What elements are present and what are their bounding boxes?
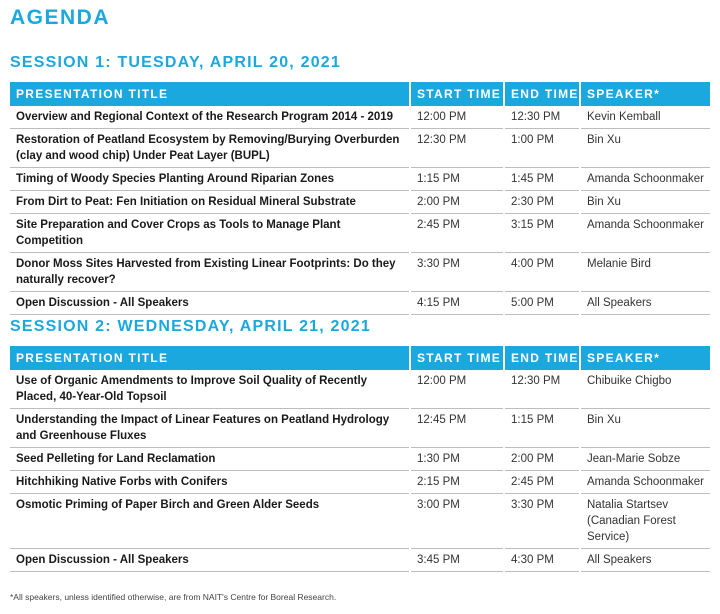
end-time-cell: 5:00 PM (504, 292, 580, 315)
table-row (10, 191, 710, 214)
footnote: *All speakers, unless identified otherwise, are from NAIT's Centre for Boreal Research. (10, 592, 337, 602)
speaker-cell: Natalia Startsev (Canadian Forest Service) (580, 494, 710, 549)
table-row (10, 106, 710, 129)
presentation-title-cell: Hitchhiking Native Forbs with Conifers (10, 471, 410, 494)
end-time-cell: 2:00 PM (504, 448, 580, 471)
column-header-title: PRESENTATION TITLE (10, 82, 410, 106)
start-time-cell: 12:30 PM (410, 129, 504, 168)
start-time-cell: 12:00 PM (410, 106, 504, 129)
presentation-title-cell: Donor Moss Sites Harvested from Existing Linear Footprints: Do they naturally recover? (10, 253, 410, 292)
table-header-row (10, 346, 710, 370)
start-time-cell: 3:45 PM (410, 549, 504, 572)
start-time-cell: 2:45 PM (410, 214, 504, 253)
end-time-cell: 1:00 PM (504, 129, 580, 168)
agenda-title: AGENDA (10, 6, 111, 29)
presentation-title-cell: Seed Pelleting for Land Reclamation (10, 448, 410, 471)
table-row (10, 549, 710, 572)
table-row (10, 168, 710, 191)
end-time-cell: 12:30 PM (504, 106, 580, 129)
table-row (10, 370, 710, 409)
start-time-cell: 2:00 PM (410, 191, 504, 214)
end-time-cell: 2:30 PM (504, 191, 580, 214)
start-time-cell: 4:15 PM (410, 292, 504, 315)
column-header-speaker: SPEAKER* (580, 82, 710, 106)
table-row (10, 494, 710, 549)
presentation-title-cell: Osmotic Priming of Paper Birch and Green Alder Seeds (10, 494, 410, 549)
table-header-row (10, 82, 710, 106)
speaker-cell: All Speakers (580, 549, 710, 572)
speaker-cell: Amanda Schoonmaker (580, 214, 710, 253)
end-time-cell: 4:30 PM (504, 549, 580, 572)
table-row (10, 448, 710, 471)
column-header-start-time: START TIME (410, 346, 504, 370)
speaker-cell: Jean-Marie Sobze (580, 448, 710, 471)
start-time-cell: 3:30 PM (410, 253, 504, 292)
end-time-cell: 12:30 PM (504, 370, 580, 409)
column-header-title: PRESENTATION TITLE (10, 346, 410, 370)
presentation-title-cell: From Dirt to Peat: Fen Initiation on Residual Mineral Substrate (10, 191, 410, 214)
start-time-cell: 1:30 PM (410, 448, 504, 471)
table-row (10, 253, 710, 292)
column-header-speaker: SPEAKER* (580, 346, 710, 370)
speaker-cell: Chibuike Chigbo (580, 370, 710, 409)
end-time-cell: 1:45 PM (504, 168, 580, 191)
session-1-title: SESSION 1: TUESDAY, APRIL 20, 2021 (10, 54, 341, 71)
presentation-title-cell: Site Preparation and Cover Crops as Tools to Manage Plant Competition (10, 214, 410, 253)
speaker-cell: Melanie Bird (580, 253, 710, 292)
end-time-cell: 3:15 PM (504, 214, 580, 253)
start-time-cell: 3:00 PM (410, 494, 504, 549)
end-time-cell: 1:15 PM (504, 409, 580, 448)
presentation-title-cell: Understanding the Impact of Linear Features on Peatland Hydrology and Greenhouse Fluxes (10, 409, 410, 448)
session-1-body (10, 106, 710, 315)
speaker-cell: Bin Xu (580, 191, 710, 214)
table-row (10, 471, 710, 494)
speaker-cell: Amanda Schoonmaker (580, 168, 710, 191)
presentation-title-cell: Timing of Woody Species Planting Around Riparian Zones (10, 168, 410, 191)
speaker-cell: Amanda Schoonmaker (580, 471, 710, 494)
end-time-cell: 4:00 PM (504, 253, 580, 292)
start-time-cell: 1:15 PM (410, 168, 504, 191)
presentation-title-cell: Open Discussion - All Speakers (10, 292, 410, 315)
speaker-cell: Kevin Kemball (580, 106, 710, 129)
session-2-title: SESSION 2: WEDNESDAY, APRIL 21, 2021 (10, 318, 371, 335)
speaker-cell: Bin Xu (580, 409, 710, 448)
column-header-start-time: START TIME (410, 82, 504, 106)
presentation-title-cell: Use of Organic Amendments to Improve Soil Quality of Recently Placed, 40-Year-Old Topsoil (10, 370, 410, 409)
speaker-cell: Bin Xu (580, 129, 710, 168)
table-row (10, 409, 710, 448)
presentation-title-cell: Restoration of Peatland Ecosystem by Removing/Burying Overburden (clay and wood chip) Under Peat Layer (BUPL) (10, 129, 410, 168)
table-row (10, 292, 710, 315)
start-time-cell: 12:45 PM (410, 409, 504, 448)
speaker-cell: All Speakers (580, 292, 710, 315)
end-time-cell: 3:30 PM (504, 494, 580, 549)
presentation-title-cell: Open Discussion - All Speakers (10, 549, 410, 572)
start-time-cell: 2:15 PM (410, 471, 504, 494)
column-header-end-time: END TIME (504, 82, 580, 106)
table-row (10, 214, 710, 253)
start-time-cell: 12:00 PM (410, 370, 504, 409)
column-header-end-time: END TIME (504, 346, 580, 370)
session-1-table (10, 82, 710, 315)
session-2-table (10, 346, 710, 572)
end-time-cell: 2:45 PM (504, 471, 580, 494)
session-2-body (10, 370, 710, 572)
table-row (10, 129, 710, 168)
presentation-title-cell: Overview and Regional Context of the Research Program 2014 - 2019 (10, 106, 410, 129)
